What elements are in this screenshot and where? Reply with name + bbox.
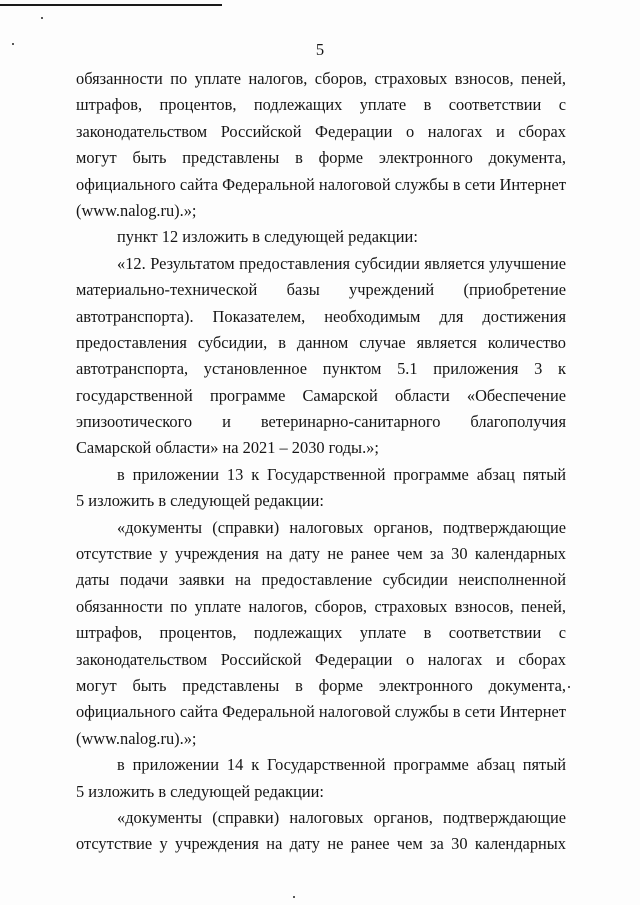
text-line: пункт 12 изложить в следующей редакции: (117, 227, 418, 247)
text-line: предоставления субсидии, в данном случае является количество (76, 332, 566, 352)
text-line: отсутствие у учреждения на дату не ранее чем за 30 календарных (76, 544, 566, 564)
text-line: (www.nalog.ru).»; (76, 728, 197, 748)
text-line: законодательством Российской Федерации о налогах и сборах (76, 121, 566, 141)
text-line: «документы (справки) налоговых органов, подтверждающие (117, 517, 566, 537)
scan-speck (41, 17, 43, 19)
text-line: официального сайта Федеральной налоговой службы в сети Интернет (76, 174, 566, 194)
text-line: даты подачи заявки на предоставление субсидии неисполненной (76, 570, 566, 590)
document-body (76, 66, 566, 858)
text-line: обязанности по уплате налогов, сборов, страховых взносов, пеней, (76, 69, 566, 88)
text-line: законодательством Российской Федерации о налогах и сборах (76, 649, 566, 669)
text-line: Самарской области» на 2021 – 2030 годы.»; (76, 438, 379, 458)
text-line: могут быть представлены в форме электронного документа, (76, 675, 566, 695)
text-line: в приложении 13 к Государственной программе абзац пятый (117, 464, 566, 484)
scan-speck (568, 686, 570, 688)
text-line: автотранспорта, установленное пунктом 5.1 приложения 3 к (76, 359, 566, 379)
text-line: «12. Результатом предоставления субсидии является улучшение (117, 253, 566, 273)
text-line: (www.nalog.ru).»; (76, 200, 197, 220)
text-line: официального сайта Федеральной налоговой службы в сети Интернет (76, 702, 566, 722)
text-line: материально-технической базы учреждений (приобретение (76, 280, 566, 300)
scan-speck (293, 896, 295, 898)
text-line: государственной программе Самарской области «Обеспечение (76, 385, 566, 405)
text-line: штрафов, процентов, подлежащих уплате в соответствии с (76, 623, 566, 643)
text-line: эпизоотического и ветеринарно-санитарного благополучия (76, 412, 566, 432)
text-line: автотранспорта). Показателем, необходимым для достижения (76, 306, 566, 326)
text-line: 5 изложить в следующей редакции: (76, 491, 324, 511)
text-line: отсутствие у учреждения на дату не ранее чем за 30 календарных (76, 834, 566, 854)
text-line: в приложении 14 к Государственной программе абзац пятый (117, 755, 566, 775)
text-line: могут быть представлены в форме электронного документа, (76, 148, 566, 168)
text-line: штрафов, процентов, подлежащих уплате в соответствии с (76, 95, 566, 115)
text-line: «документы (справки) налоговых органов, подтверждающие (117, 807, 566, 827)
text-line: обязанности по уплате налогов, сборов, страховых взносов, пеней, (76, 596, 566, 616)
text-line: 5 изложить в следующей редакции: (76, 781, 324, 801)
top-rule-line (0, 4, 222, 6)
page-number: 5 (315, 40, 325, 59)
